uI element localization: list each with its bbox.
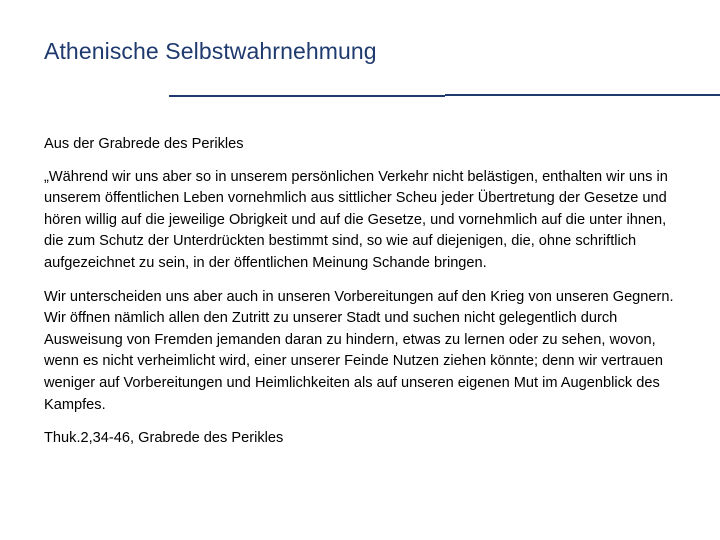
quote-paragraph-2: Wir unterscheiden uns aber auch in unseren Vorbereitungen auf den Krieg von unseren Gegnern. Wir öffnen nämlich allen den Zutritt zu unserer Stadt und suchen nicht gelegentlich durch Ausweisung von Fremden jemanden daran zu hindern, etwas zu lernen oder zu sehen, wovon, wenn es nicht verheimlicht wird, einer unserer Feinde Nutzen ziehen könnte; denn wir vertrauen weniger auf Vorbereitungen und Heimlichkeiten als auf unseren eigenen Mut im Augenblick des Kampfes. <box>44 288 674 413</box>
slide-title: Athenische Selbstwahrnehmung <box>44 38 377 64</box>
content-heading: Aus der Grabrede des Perikles <box>44 136 244 152</box>
slide-content <box>44 134 684 462</box>
quote-paragraph-1: „Während wir uns aber so in unserem persönlichen Verkehr nicht belästigen, enthalten wir uns in unserem öffentlichen Leben vornehmlich aus sittlicher Scheu jeder Übertretung der Gesetze und hören willig auf die jeweilige Obrigkeit und auf die Gesetze, und vornehmlich auf die unter ihnen, die zum Schutz der Unterdrückten bestimmt sind, so wie auf diejenigen, die, ohne schriftlich aufgezeichnet zu sein, in der öffentlichen Meinung Schande bringen. <box>44 168 668 271</box>
title-underline-left <box>169 95 445 97</box>
citation: Thuk.2,34-46, Grabrede des Perikles <box>44 430 284 447</box>
title-underline-right <box>445 94 720 96</box>
